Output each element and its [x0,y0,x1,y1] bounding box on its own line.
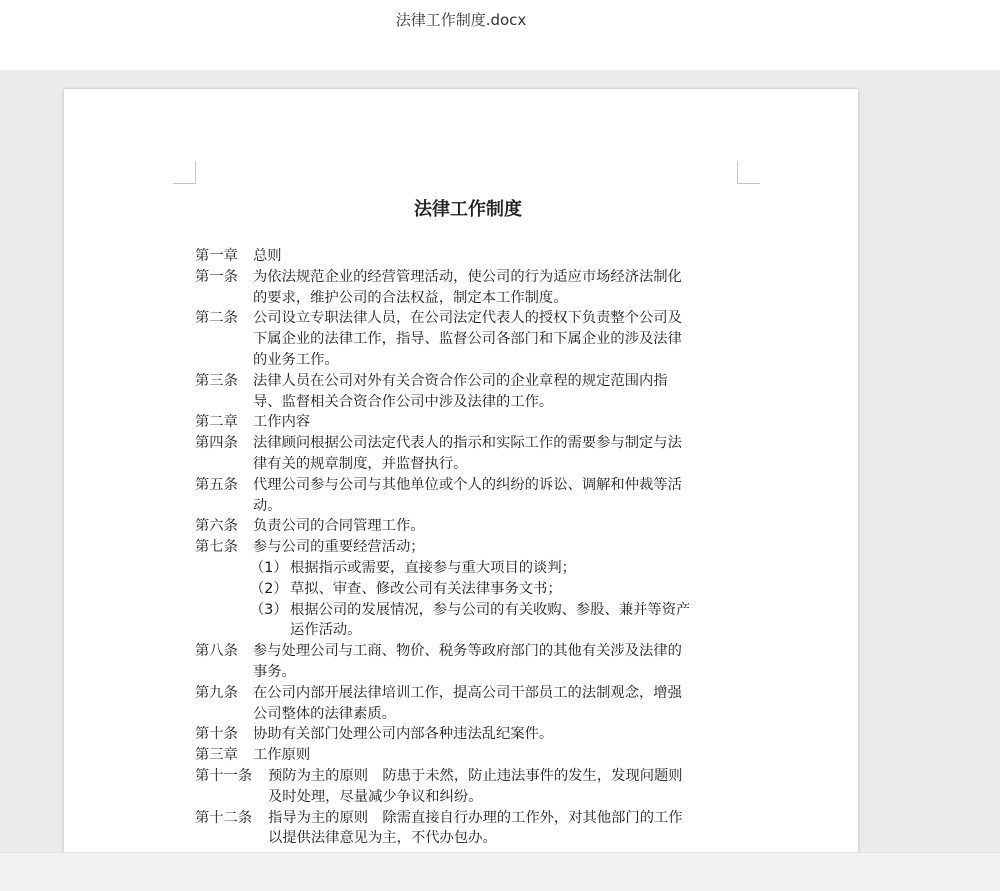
article [195,308,740,370]
article-label: 第三条 [195,372,238,389]
article-text [253,683,740,725]
list-item-line: 草拟、审查、修改公司有关法律事务文书； [290,580,562,597]
article-label: 第七条 [195,539,238,556]
document-title: 法律工作制度 [414,199,522,220]
article-label: 第十一条 [195,767,253,784]
article-text [253,267,740,309]
article [195,475,740,517]
list-item-line: 根据公司的发展情况，参与公司的有关收购、参股、兼并等资产 [290,601,691,618]
article-line: 参与公司的重要经营活动； [253,539,425,556]
article-label: 第四条 [195,435,238,452]
article-text [253,724,740,745]
article-line: 下属企业的法律工作，指导、监督公司各部门和下属企业的涉及法律 [253,331,682,348]
article [195,683,740,725]
article-line: 为依法规范企业的经营管理活动，使公司的行为适应市场经济法制化 [253,268,682,285]
article-line: 公司整体的法律素质。 [253,705,396,722]
article-line: 协助有关部门处理公司内部各种违法乱纪案件。 [253,726,554,743]
article-line: 法律人员在公司对外有关合资合作公司的企业章程的规定范围内指 [253,372,668,389]
margin-corner-mark [173,161,196,184]
article-label: 第六条 [195,518,238,535]
article-label: 第五条 [195,476,238,493]
article-text [253,308,740,370]
list-item-line: 运作活动。 [290,622,362,639]
document-page [64,89,858,852]
article-line: 及时处理，尽量减少争议和纠纷。 [268,788,483,805]
article [195,516,740,537]
article-line: 指导为主的原则 除需直接自行办理的工作外，对其他部门的工作 [268,809,683,826]
list-item [195,558,740,579]
article-text [253,433,740,475]
article-line: 的业务工作。 [253,351,339,368]
article-line: 法律顾问根据公司法定代表人的指示和实际工作的需要参与制定与法 [253,435,682,452]
chapter-title: 总则 [253,248,282,264]
article-text [253,641,740,683]
article [195,808,740,850]
article [195,267,740,309]
chapter-label: 第三章 [195,747,238,764]
chapter-label: 第一章 [195,248,238,264]
article-label: 第九条 [195,684,238,701]
article-label: 第一条 [195,268,238,285]
bottom-bar [0,852,1000,891]
article-label: 第二条 [195,310,238,327]
margin-corner-mark [737,161,760,184]
list-item-number: （3） [250,601,288,618]
article-text [253,371,740,413]
article-line: 在公司内部开展法律培训工作，提高公司干部员工的法制观念，增强 [253,684,682,701]
article-text [268,766,740,808]
article-line: 导、监督相关合资合作公司中涉及法律的工作。 [253,393,554,410]
article-line: 的要求，维护公司的合法权益，制定本工作制度。 [253,289,568,306]
article-line: 事务。 [253,663,296,680]
article-text [253,516,740,537]
chapter-heading [195,412,740,433]
article [195,641,740,683]
list-item-text [290,579,740,600]
article-line: 公司设立专职法律人员，在公司法定代表人的授权下负责整个公司及 [253,310,682,327]
article-label: 第八条 [195,643,238,660]
list-item [195,579,740,600]
chapter-heading [195,246,740,267]
document-viewer[interactable] [0,70,1000,852]
chapter-title: 工作内容 [253,414,311,431]
article-line: 动。 [253,497,282,514]
article-line: 预防为主的原则 防患于未然，防止违法事件的发生，发现问题则 [268,767,683,784]
title-bar [0,0,1000,70]
article-line: 以提供法律意见为主，不代办包办。 [268,830,497,847]
article-line: 代理公司参与公司与其他单位或个人的纠纷的诉讼、调解和仲裁等活 [253,476,682,493]
article [195,371,740,413]
chapter-title: 工作原则 [253,747,311,764]
list-item-number: （2） [250,580,288,597]
article-line: 负责公司的合同管理工作。 [253,518,425,535]
article-line: 律有关的规章制度，并监督执行。 [253,455,468,472]
article-line: 参与处理公司与工商、物价、税务等政府部门的其他有关涉及法律的 [253,643,682,660]
article [195,433,740,475]
list-item-line: 根据指示或需要，直接参与重大项目的谈判； [290,559,576,576]
article-label: 第十条 [195,726,238,743]
list-item-text [290,558,740,579]
list-item [195,600,740,642]
file-title: 法律工作制度.docx [395,11,527,29]
chapter-heading [195,745,740,766]
article [195,724,740,745]
list-item-text [290,600,740,642]
chapter-label: 第二章 [195,414,238,431]
article [195,766,740,808]
article-label: 第十二条 [195,809,253,826]
article-text [268,808,740,850]
article [195,537,740,558]
list-item-number: （1） [250,559,288,576]
document-body [195,246,740,849]
article-text [253,475,740,517]
article-text [253,537,740,558]
